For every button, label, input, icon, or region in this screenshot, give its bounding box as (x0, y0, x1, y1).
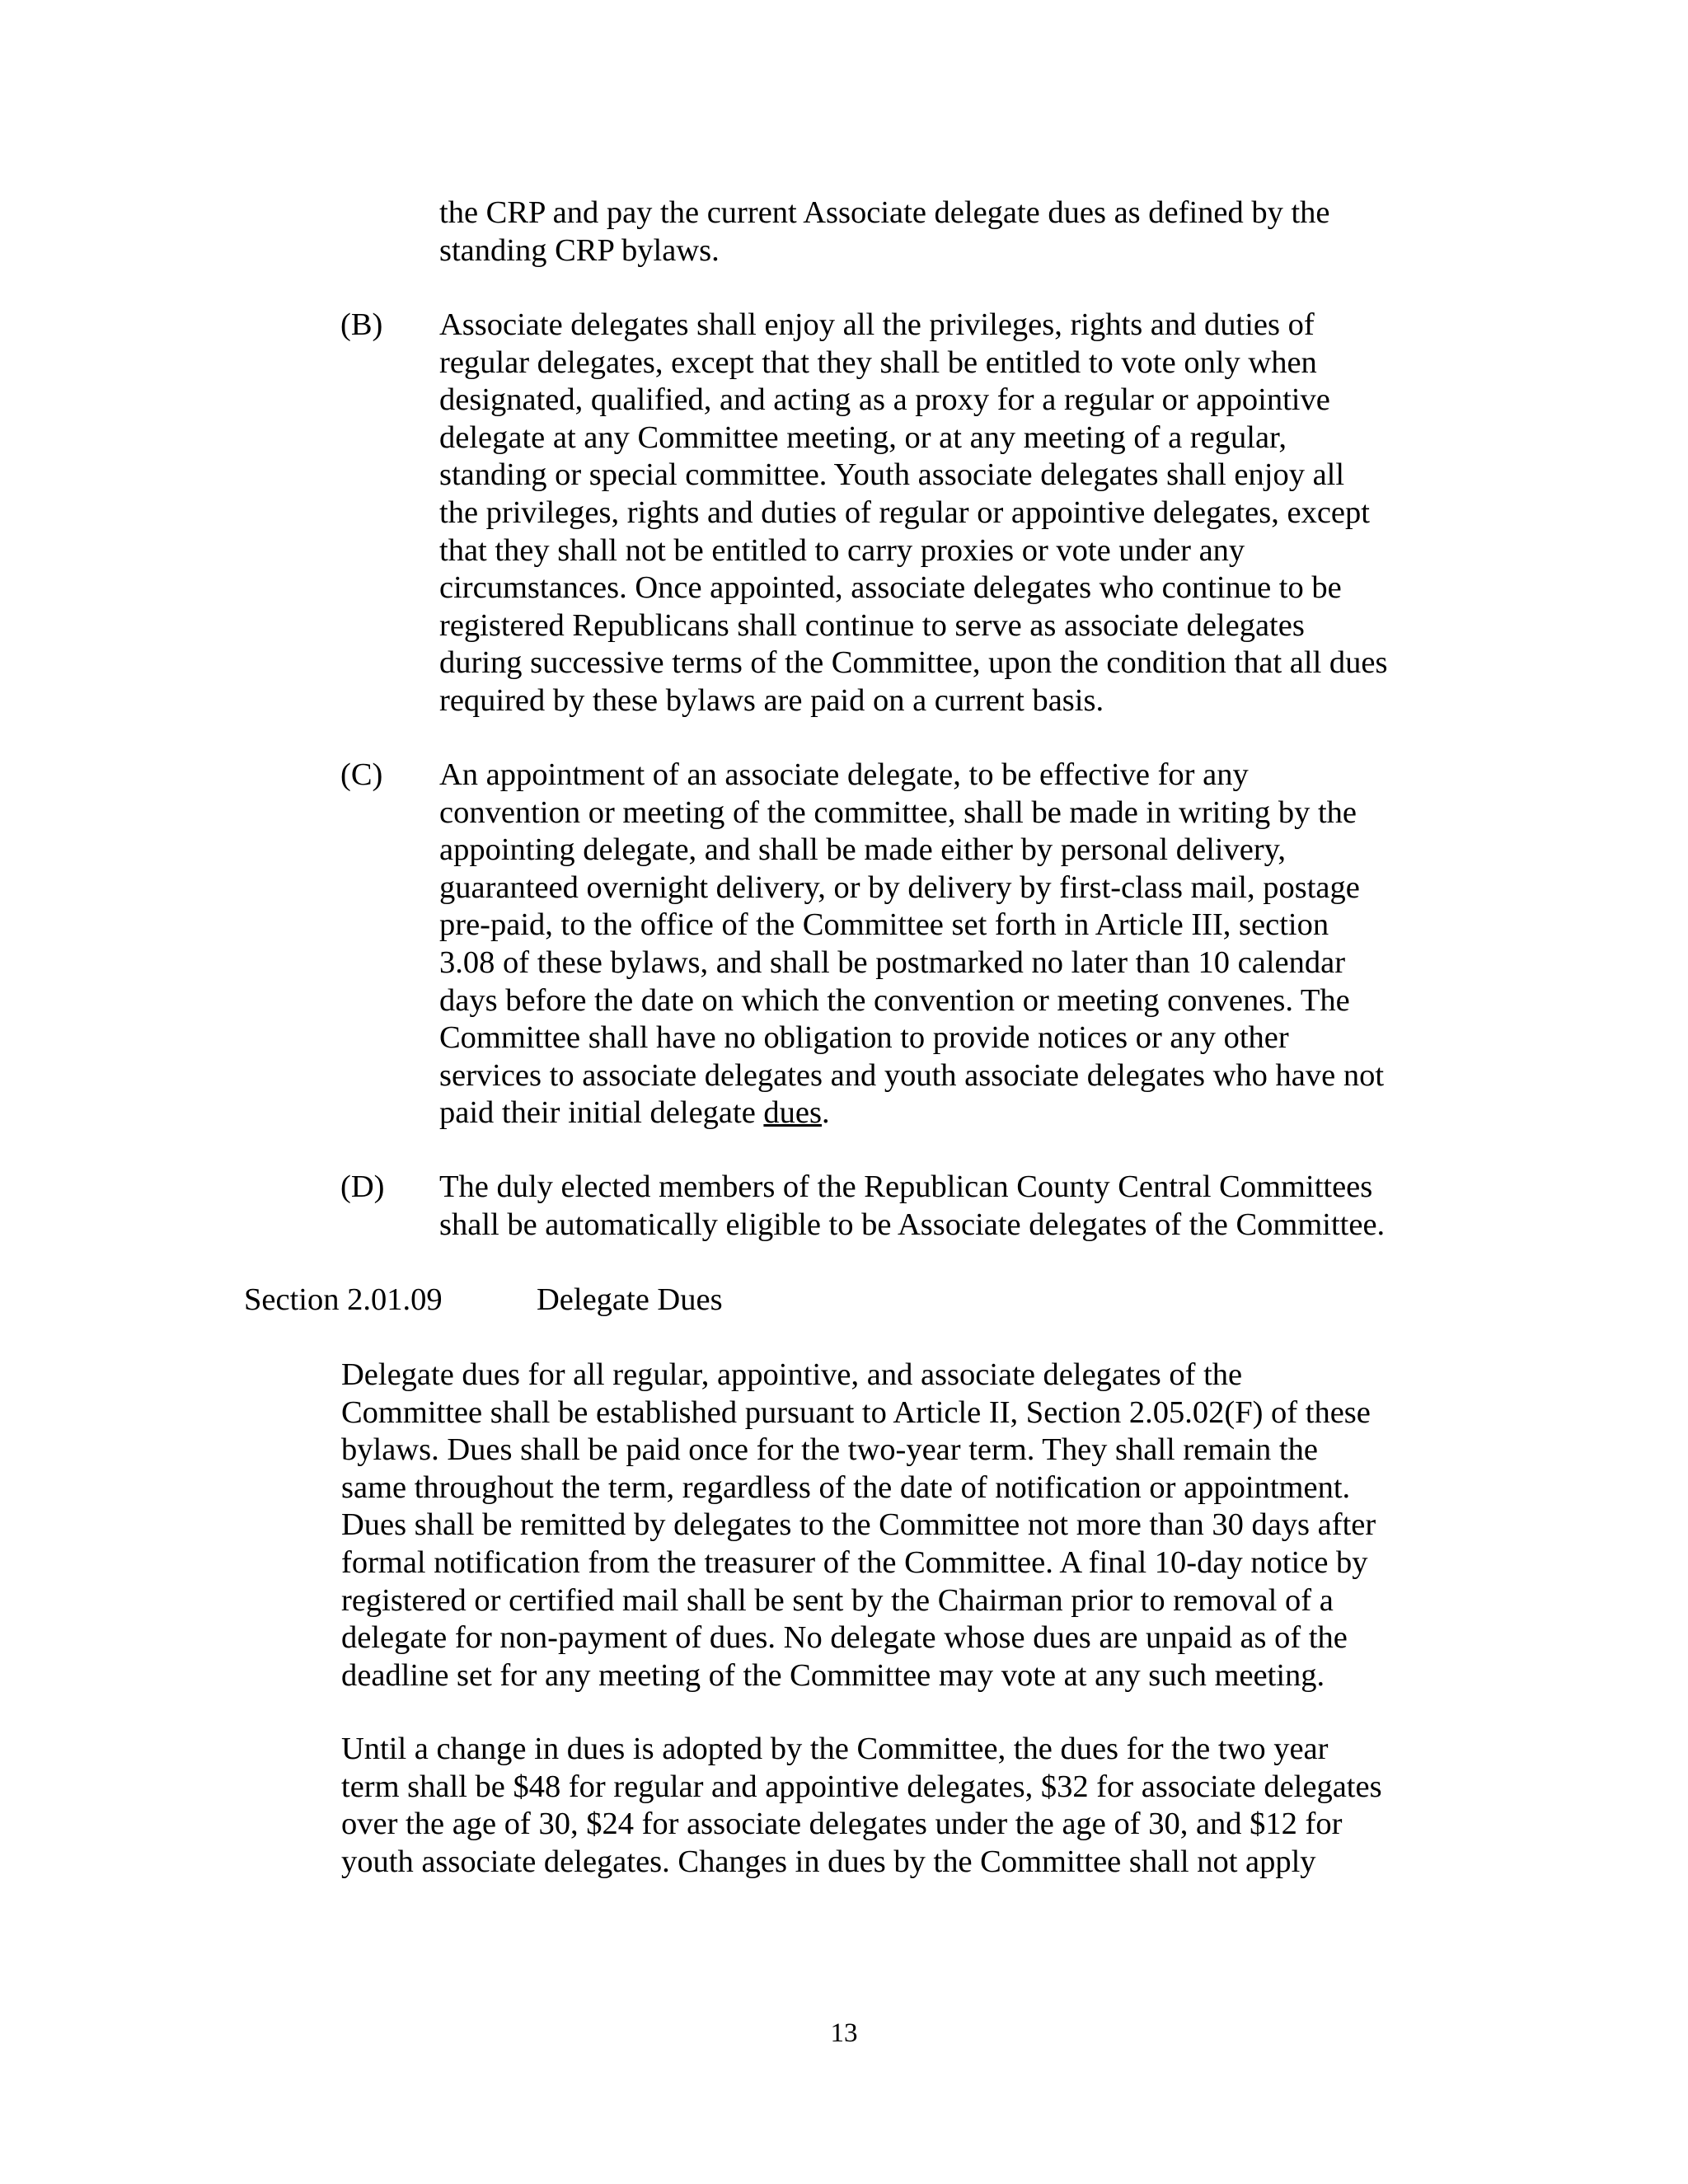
item-b-paragraph (439, 307, 1428, 720)
text-line: circumstances. Once appointed, associate delegates who continue to be (439, 570, 1342, 606)
item-c-paragraph (439, 757, 1428, 1132)
text-line: formal notification from the treasurer of the Committee. A final 10-day notice by (341, 1544, 1368, 1580)
text-line: Dues shall be remitted by delegates to the Committee not more than 30 days after (341, 1507, 1376, 1543)
text-fragment: paid their initial delegate (439, 1095, 764, 1131)
text-line: registered Republicans shall continue to serve as associate delegates (439, 607, 1305, 643)
text-line: Until a change in dues is adopted by the Committee, the dues for the two year (341, 1732, 1329, 1766)
text-line: appointing delegate, and shall be made either by personal delivery, (439, 832, 1287, 868)
item-label-c: (C) (340, 757, 383, 792)
text-line: term shall be $48 for regular and appointive delegates, $32 for associate delegates (341, 1769, 1382, 1804)
text-line: that they shall not be entitled to carry proxies or vote under any (439, 532, 1245, 568)
item-d-paragraph (439, 1169, 1428, 1244)
text-line: the privileges, rights and duties of regular or appointive delegates, except (439, 494, 1370, 530)
text-line: Associate delegates shall enjoy all the privileges, rights and duties of (439, 307, 1315, 342)
item-label-b: (B) (340, 307, 383, 342)
text-line: same throughout the term, regardless of the date of notification or appointment. (341, 1469, 1351, 1505)
text-line: pre-paid, to the office of the Committee set forth in Article III, section (439, 907, 1329, 943)
text-line: delegate for non-payment of dues. No delegate whose dues are unpaid as of the (341, 1620, 1348, 1656)
item-label-d: (D) (340, 1169, 385, 1204)
text-line: standing CRP bylaws. (439, 232, 720, 268)
text-line: Delegate dues for all regular, appointive, and associate delegates of the (341, 1357, 1243, 1392)
text-line: youth associate delegates. Changes in dues by the Committee shall not apply (341, 1844, 1316, 1879)
body-paragraph (341, 1731, 1429, 1881)
text-line: designated, qualified, and acting as a proxy for a regular or appointive (439, 382, 1330, 418)
text-line: standing or special committee. Youth associate delegates shall enjoy all (439, 457, 1345, 493)
text-line: shall be automatically eligible to be Associate delegates of the Committee. (439, 1207, 1386, 1242)
text-line: over the age of 30, $24 for associate delegates under the age of 30, and $12 for (341, 1807, 1343, 1842)
text-line: the CRP and pay the current Associate delegate dues as defined by the (439, 195, 1330, 230)
text-line: services to associate delegates and youth associate delegates who have not (439, 1057, 1385, 1093)
text-line: 3.08 of these bylaws, and shall be postmarked no later than 10 calendar (439, 944, 1346, 980)
text-line: Committee shall have no obligation to provide notices or any other (439, 1020, 1289, 1056)
text-line: days before the date on which the convention or meeting convenes. The (439, 982, 1350, 1018)
text-line: convention or meeting of the committee, shall be made in writing by the (439, 794, 1357, 830)
text-line: An appointment of an associate delegate, to be effective for any (439, 757, 1249, 792)
text-line: deadline set for any meeting of the Committee may vote at any such meeting. (341, 1657, 1325, 1693)
text-line: Committee shall be established pursuant to Article II, Section 2.05.02(F) of these (341, 1394, 1371, 1430)
underlined-word: dues (763, 1095, 822, 1131)
continuation-paragraph (439, 194, 1428, 269)
text-line (439, 1094, 1428, 1132)
text-line: regular delegates, except that they shall be entitled to vote only when (439, 344, 1317, 380)
page-number: 13 (830, 2018, 858, 2048)
section-number: Section 2.01.09 (244, 1282, 443, 1317)
text-line: registered or certified mail shall be sent by the Chairman prior to removal of a (341, 1582, 1334, 1618)
text-line: delegate at any Committee meeting, or at any meeting of a regular, (439, 419, 1287, 455)
text-line: required by these bylaws are paid on a current basis. (439, 682, 1104, 718)
text-line: bylaws. Dues shall be paid once for the two-year term. They shall remain the (341, 1432, 1318, 1468)
text-line: during successive terms of the Committee, upon the condition that all dues (439, 645, 1388, 681)
section-title: Delegate Dues (537, 1282, 723, 1317)
body-paragraph (341, 1357, 1429, 1694)
text-line: The duly elected members of the Republican County Central Committees (439, 1169, 1373, 1204)
text-line: guaranteed overnight delivery, or by delivery by first-class mail, postage (439, 869, 1360, 905)
text-fragment: . (821, 1095, 830, 1131)
